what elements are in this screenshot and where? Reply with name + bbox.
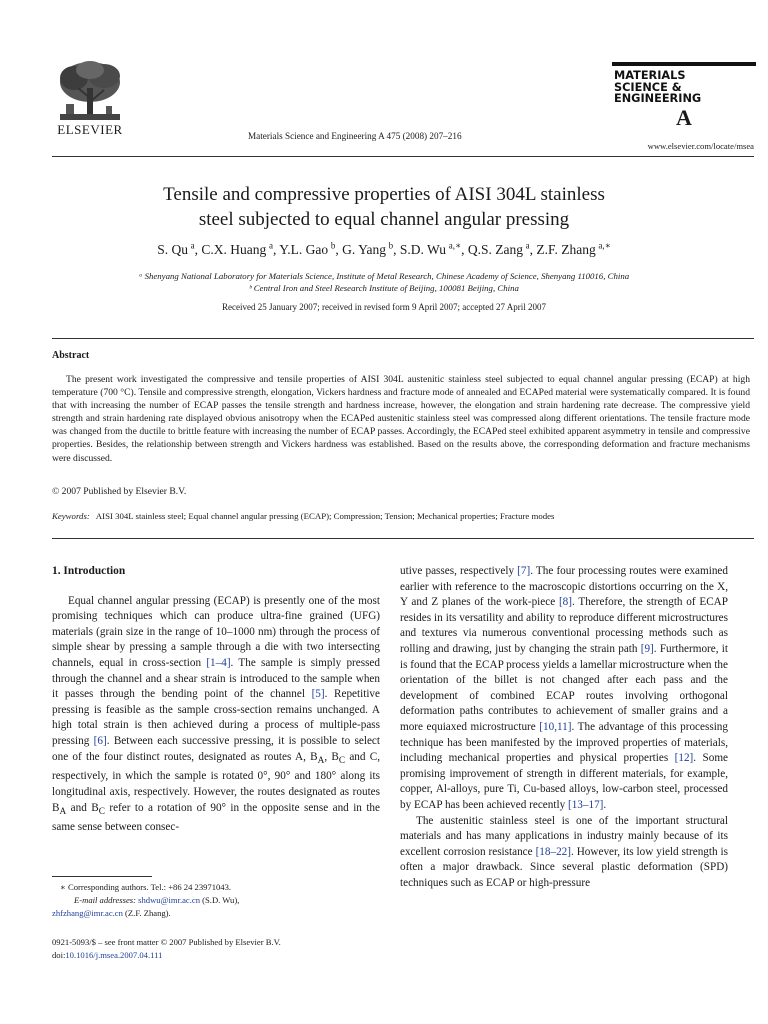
abstract-body: The present work investigated the compressive and tensile properties of AISI 304L austenitic stainless steel subjected to equal channel angular pressing (ECAP) at high temperature (700 °C). Tensile and compressive strength, elongation, Vickers hardness and fracture mode of annealed and ECAPed material were systematically compared. It is found that with increasing the number of ECAP passes the tensile strength and hardness increase, however, the elongation and strain hardening rate decrease. The compressive yield strength and strain hardening rate displayed obvious anisotropy when the ECAPed austenitic stainless steel was compressed along different orientations. The tensile fracture mode was changed from the ductile to brittle feature with increasing the number of ECAP passes. Accordingly, the ECAPed steel exhibited apparent asymmetry in tensile and compressive properties. Besides, the relationship between strength and Vickers hardness was established. Based on the results above, the corresponding deformation and fracture mechanisms were discussed. <box>52 374 750 464</box>
doi-line: doi:10.1016/j.msea.2007.04.111 <box>52 950 163 960</box>
right-column <box>400 564 728 891</box>
journal-logo-bar <box>612 62 756 66</box>
author-affil-mark: b <box>388 240 394 250</box>
journal-logo-line-2: SCIENCE & <box>614 80 682 94</box>
journal-logo <box>612 62 756 129</box>
citation-link[interactable]: [9] <box>640 642 654 655</box>
author: C.X. Huang $^a$, <box>201 240 280 257</box>
author-affil-mark: a <box>269 240 273 250</box>
journal-url-link[interactable]: www.elsevier.com/locate/msea <box>647 141 754 151</box>
citation-link[interactable]: [18–22] <box>535 845 571 858</box>
keywords-label: Keywords: <box>52 511 90 521</box>
abstract-bottom-divider <box>52 538 754 539</box>
author: Z.F. Zhang $^{a,∗}$ <box>536 240 611 257</box>
intro-paragraph-1-continued: utive passes, respectively [7]. The four processing routes were examined earlier with reference to the macroscopic distortions occurring on the X, Y and Z planes of the work-piece [8]. Therefore, the strength of ECAP resides in its versatility and ability to reproduce different microstructures and textures via numerous conventional processing methods such as rolling and drawing, just by changing the strain path [9]. Furthermore, it is found that the ECAP process yields a lamellar microstructure when the orientation of the billet is not changed after each pass and the development of combined ECAP routes involving orthogonal deformation paths contributes to achievement of smaller grains and a more equiaxed microstructure [10,11]. The advantage of this processing technique has been manifested by the improved properties of materials, including mechanical properties and physical properties [12]. Some promising improvement of strength in different materials, for example, copper, Al-alloys, pure Ti, Cu-based alloys, low-carbon steel, processed by ECAP has been achieved recently [13–17]. <box>400 565 728 811</box>
citation-link[interactable]: [8] <box>558 596 572 609</box>
section-heading-introduction: 1. Introduction <box>52 565 126 577</box>
header-divider <box>52 156 754 157</box>
citation-link[interactable]: [13–17] <box>567 798 604 811</box>
author-affil-mark: a,∗ <box>448 240 462 250</box>
email-label: E-mail addresses: <box>74 895 136 905</box>
left-column <box>52 564 380 836</box>
footnote-divider <box>52 876 152 877</box>
author-affil-mark: b <box>330 240 336 250</box>
author-affil-mark: a <box>525 240 530 250</box>
journal-logo-line-1: MATERIALS <box>614 69 686 82</box>
publisher-name: ELSEVIER <box>57 122 123 137</box>
subscript: C <box>98 806 105 817</box>
article-title <box>60 182 708 232</box>
keywords-list: AISI 304L stainless steel; Equal channel angular pressing (ECAP); Compression; Tension; Mechanical properties; Fracture modes <box>95 511 555 521</box>
footnote-corresponding: ∗ Corresponding authors. Tel.: +86 24 23971043. <box>60 882 232 892</box>
citation-link[interactable]: [12] <box>674 752 694 765</box>
email-link-zhang[interactable]: zhfzhang@imr.ac.cn <box>52 908 123 918</box>
author: Q.S. Zang $^a$, <box>467 240 537 257</box>
abstract-heading: Abstract <box>52 350 90 361</box>
abstract-top-divider <box>52 338 754 339</box>
journal-citation: Materials Science and Engineering A 475 (2008) 207–216 <box>248 131 462 141</box>
author: S.D. Wu $^{a,∗}$, <box>399 240 468 257</box>
footnote-emails: E-mail addresses: shdwu@imr.ac.cn (S.D. Wu), <box>74 895 240 905</box>
doi-link[interactable]: 10.1016/j.msea.2007.04.111 <box>65 950 163 960</box>
intro-paragraph-1: Equal channel angular pressing (ECAP) is presently one of the most promising techniques which can produce ultra-fine grained (UFG) materials (grain size in the range of 10–1000 nm) through the process of simple shear by pressing a sample through a die with two intersecting channels, equal in cross-section [1–4]. The sample is simply pressed through the channel and a shear strain is introduced to the sample when it passes through the bending point of the channel [5]. Repetitive pressing is feasible as the sample cross-section remains unchanged. A high total strain is then achieved during a process of multiple-pass pressing [6]. Between each successive pressing, it is possible to select one of the four distinct routes, designated as routes A, $B_A$, $B_C$ and C, respectively, in which the sample is rotated 0°, 90° and 180° along its longitudinal axis, respectively. However, the routes designated as routes $B_A$ and $B_C$ refer to a rotation of 90° in the opposite sense and in the same sense between consec- <box>52 594 381 834</box>
abstract-copyright: © 2007 Published by Elsevier B.V. <box>52 486 187 497</box>
subscript: A <box>59 806 67 817</box>
footnote-emails-2: zhfzhang@imr.ac.cn (Z.F. Zhang). <box>52 908 171 918</box>
author: S. Qu $^a$, <box>157 240 202 257</box>
title-line-2: steel subjected to equal channel angular pressing <box>198 209 570 230</box>
affiliation-a: ᵃ Shenyang National Laboratory for Materials Science, Institute of Metal Research, Chinese Academy of Science, Shenyang 110016, China <box>138 271 630 281</box>
author-affil-mark: a <box>190 240 195 250</box>
journal-logo-letter: A <box>676 104 692 130</box>
issn-line: 0921-5093/$ – see front matter © 2007 Published by Elsevier B.V. <box>52 937 281 947</box>
subscript: A <box>317 755 325 766</box>
title-line-1: Tensile and compressive properties of AISI 304L stainless <box>163 184 605 205</box>
author: Y.L. Gao $^b$, <box>279 240 343 257</box>
citation-link[interactable]: [7] <box>517 565 531 577</box>
received-dates: Received 25 January 2007; received in revised form 9 April 2007; accepted 27 April 2007 <box>222 302 546 312</box>
citation-link[interactable]: [5] <box>311 688 325 701</box>
subscript: C <box>338 755 346 766</box>
journal-logo-line-3: ENGINEERING <box>614 92 702 105</box>
author-list <box>40 240 728 258</box>
keywords <box>52 511 554 521</box>
citation-link[interactable]: [6] <box>93 734 107 747</box>
affiliation-b: ᵇ Central Iron and Steel Research Institute of Beijing, 100081 Beijing, China <box>249 283 519 293</box>
citation-link[interactable]: [1–4] <box>206 656 231 669</box>
author-affil-mark: a,∗ <box>598 240 611 250</box>
email-link-wu[interactable]: shdwu@imr.ac.cn <box>138 895 200 905</box>
citation-link[interactable]: [10,11] <box>539 720 572 733</box>
intro-paragraph-2: The austenitic stainless steel is one of the important structural materials and has many applications in industry mainly because of its excellent corrosion resistance [18–22]. However, its low yield strength is often a major drawback. Since several plastic deformation (SPD) techniques such as ECAP or high-pressure <box>400 814 729 889</box>
author: G. Yang $^b$, <box>342 240 400 257</box>
